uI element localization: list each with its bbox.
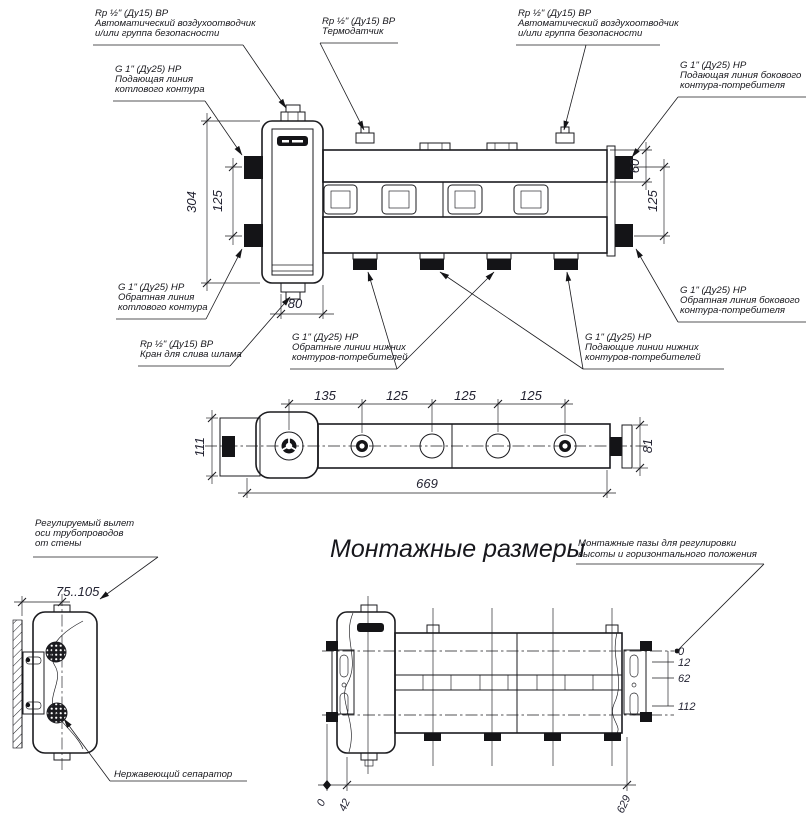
right-end-plate [622, 425, 632, 468]
dimensions-top [192, 388, 655, 498]
dim-111: 111 [192, 437, 207, 457]
right-port-cap [610, 437, 622, 456]
separator-mount [337, 612, 395, 753]
vent-boss-right [556, 133, 574, 143]
separator-side-body [33, 612, 97, 753]
callout-text: Подающие линии нижних [585, 342, 699, 353]
callout-text: Rp ½" (Ду15) ВР [140, 339, 214, 350]
dimensions-front [184, 113, 670, 319]
dim-75-105: 75..105 [56, 584, 100, 599]
callout-text: Подающая линия бокового [680, 70, 802, 81]
callout-text: G 1" (Ду25) НР [292, 332, 359, 343]
window-3 [448, 185, 482, 214]
lower-port [544, 733, 561, 741]
callout-text: контура-потребителя [680, 80, 786, 91]
callout-text: Монтажные пазы для регулировки [578, 538, 737, 549]
callout-text: Rp ½" (Ду15) ВР [95, 8, 169, 19]
slot-mark-12: 12 [678, 657, 691, 669]
left-port-cap [222, 436, 235, 457]
port-lower-1 [353, 259, 377, 270]
separator-front [244, 105, 323, 299]
lower-port [424, 733, 441, 741]
port-return-boiler [244, 224, 263, 247]
callout-text: Обратная линия бокового [680, 295, 800, 306]
callout-text: и/или группа безопасности [95, 28, 220, 39]
callout-text: Подающая линия [115, 74, 194, 85]
vent-boss-left [281, 112, 305, 121]
callout-text: G 1" (Ду25) НР [680, 60, 747, 71]
dimensions-slots [652, 646, 696, 713]
mesh-separator-bottom [47, 703, 67, 723]
callout-supply-boiler [113, 64, 242, 155]
callout-text: котлового контура [118, 302, 208, 313]
callout-text: контура-потребителя [680, 305, 786, 316]
callout-text: оси трубопроводов [35, 528, 124, 539]
dim-125c: 125 [520, 388, 542, 403]
callout-text: Rp ½" (Ду15) ВР [518, 8, 592, 19]
callout-text: G 1" (Ду25) НР [585, 332, 652, 343]
port-lower-4 [554, 259, 578, 270]
section-title: Монтажные размеры [330, 535, 586, 563]
slot-mark-62: 62 [678, 673, 691, 685]
slot-mark-0: 0 [678, 646, 685, 658]
dim-right-125: 125 [645, 190, 660, 212]
port-supply-boiler [244, 156, 263, 179]
callout-separator [64, 719, 247, 781]
callout-vent-right [516, 8, 679, 130]
break-line [345, 613, 353, 752]
dim-125b: 125 [454, 388, 476, 403]
dim-125a: 125 [386, 388, 408, 403]
callout-text: G 1" (Ду25) НР [680, 285, 747, 296]
callout-return-lower [287, 272, 494, 369]
callout-text: Термодатчик [322, 26, 384, 37]
lower-port [604, 733, 621, 741]
callout-text: Автоматический воздухоотводчик [95, 18, 256, 29]
wall [13, 620, 22, 748]
manifold-front [323, 127, 633, 270]
window-2 [382, 185, 416, 214]
base-mark-0: 0 [314, 797, 329, 809]
callout-text: и/или группа безопасности [518, 28, 643, 39]
callout-text: G 1" (Ду25) НР [115, 64, 182, 75]
callout-text: Кран для слива шлама [140, 349, 242, 360]
callout-text: котлового контура [115, 84, 205, 95]
dim-right-60: 60 [627, 158, 642, 174]
callout-text: Rp ½" (Ду15) ВР [322, 16, 396, 27]
base-mark-42: 42 [336, 797, 353, 814]
left-mount-bracket [326, 641, 354, 722]
callout-text: высоты и горизонтального положения [578, 549, 757, 560]
lower-port [484, 733, 501, 741]
window-4 [514, 185, 548, 214]
window-1 [324, 185, 357, 214]
right-mount-bracket [624, 641, 652, 722]
callout-text: контуров-потребителей [585, 352, 701, 363]
break-line [612, 633, 618, 733]
thermo-boss [356, 133, 374, 143]
manifold-mount [395, 633, 622, 733]
dim-height-304: 304 [184, 191, 199, 213]
mesh-separator-top [46, 642, 66, 662]
base-mark-629: 629 [614, 793, 634, 816]
callout-text: Обратная линия [118, 292, 195, 303]
port-return-side [615, 224, 633, 247]
dim-669: 669 [416, 476, 438, 491]
callout-text: Автоматический воздухоотводчик [518, 18, 679, 29]
dimensions-base [315, 724, 636, 815]
callout-return-boiler [116, 249, 242, 319]
dim-left-125: 125 [210, 190, 225, 212]
callout-return-side [636, 249, 806, 322]
slot-mark-112: 112 [678, 701, 696, 713]
callout-mounting-slots [576, 538, 764, 653]
callout-text: контуров-потребителей [292, 352, 408, 363]
dim-135: 135 [314, 388, 336, 403]
callout-text: G 1" (Ду25) НР [118, 282, 185, 293]
return-pipe [323, 217, 607, 253]
port-lower-2 [420, 259, 444, 270]
drain-boss [281, 283, 305, 292]
mounting-view [315, 535, 764, 815]
end-plate [607, 146, 615, 256]
callout-text: Нержавеющий сепаратор [114, 769, 233, 780]
port-lower-3 [487, 259, 511, 270]
front-view [93, 8, 806, 369]
side-view [13, 518, 247, 781]
callout-supply-side [632, 60, 806, 157]
top-view [192, 388, 655, 498]
brand-badge [357, 623, 384, 632]
callout-text: от стены [35, 538, 82, 549]
dim-81: 81 [640, 438, 655, 454]
callout-text: Обратные линии нижних [292, 342, 406, 353]
supply-pipe [323, 150, 607, 182]
flow-curve [52, 621, 83, 749]
callout-text: Регулируемый вылет [35, 518, 135, 529]
dim-drain-80: 80 [287, 296, 303, 311]
callout-thermo [320, 16, 398, 130]
